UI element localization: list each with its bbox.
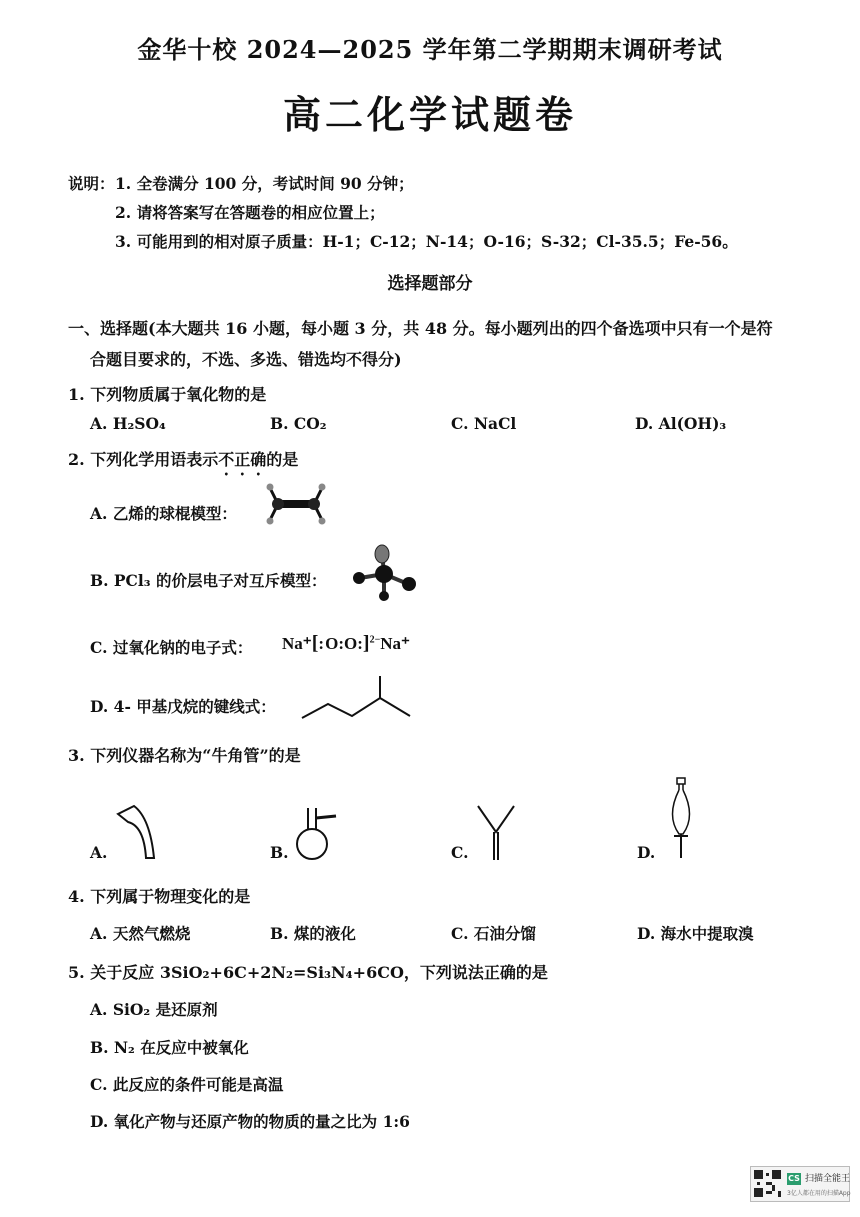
notes-prefix: 说明：: [68, 174, 115, 193]
question-4-option-c: C. 石油分馏: [451, 924, 536, 943]
skeletal-formula-icon: [298, 674, 414, 724]
separatory-funnel-icon: [664, 776, 698, 862]
question-4-option-a: A. 天然气燃烧: [90, 924, 191, 943]
question-5-option-b: B. N₂ 在反应中被氧化: [90, 1038, 249, 1057]
exam-series-title: 金华十校 2024—2025 学年第二学期期末调研考试: [137, 35, 723, 64]
question-5-option-a: A. SiO₂ 是还原剂: [90, 1000, 218, 1019]
funnel-icon: [474, 802, 518, 864]
na-ion-right: Na⁺: [380, 634, 411, 653]
scanner-watermark-badge: [750, 1166, 850, 1202]
question-2-option-d: D. 4- 甲基戊烷的键线式：: [90, 697, 276, 716]
oxygen-atom-2: O: [344, 634, 358, 653]
question-1-option-d: D. Al(OH)₃: [635, 414, 727, 433]
question-2-option-c: C. 过氧化钠的电子式：: [90, 638, 253, 657]
exam-subject-title: 高二化学试题卷: [282, 92, 577, 137]
scanner-tagline: 3亿人都在用的扫描App: [787, 1190, 851, 1197]
note-item-3: 3. 可能用到的相对原子质量：H-1；C-12；N-14；O-16；S-32；Cl-35.5；Fe-56。: [115, 232, 738, 251]
question-3-label-d: D.: [637, 843, 656, 862]
question-1-option-b: B. CO₂: [270, 414, 327, 433]
sodium-peroxide-electron-formula: Na⁺[:O:O:]$^{2-}$Na⁺: [282, 632, 411, 654]
part1-instructions-line2: 合题目要求的，不选、多选、错选均不得分): [90, 350, 402, 369]
note-item-1: 1. 全卷满分 100 分，考试时间 90 分钟；: [115, 174, 414, 193]
ethylene-ball-stick-model-icon: [262, 480, 332, 528]
oxygen-atom-1: O: [325, 634, 339, 653]
question-3-label-c: C.: [451, 843, 469, 862]
na-ion-left: Na⁺: [282, 634, 312, 653]
question-4-option-d: D. 海水中提取溴: [637, 924, 754, 943]
question-3-label-b: B.: [270, 843, 289, 862]
question-5-stem: 5. 关于反应 3SiO₂+6C+2N₂=Si₃N₄+6CO，下列说法正确的是: [68, 963, 548, 982]
question-2-emphasis: 不正确: [218, 450, 267, 469]
question-4-option-b: B. 煤的液化: [270, 924, 356, 943]
round-bottom-flask-icon: [294, 804, 342, 862]
question-3-stem: 3. 下列仪器名称为“牛角管”的是: [68, 746, 301, 765]
question-2-option-a: A. 乙烯的球棍模型：: [90, 504, 237, 523]
note-item-2: 2. 请将答案写在答题卷的相应位置上；: [115, 203, 385, 222]
adapter-tube-icon: [114, 804, 164, 862]
question-3-label-a: A.: [90, 843, 108, 862]
question-1-stem: 1. 下列物质属于氧化物的是: [68, 385, 267, 404]
question-2-option-b: B. PCl₃ 的价层电子对互斥模型：: [90, 571, 327, 590]
question-5-option-d: D. 氧化产物与还原产物的物质的量之比为 1:6: [90, 1112, 410, 1131]
part1-instructions-line1: 一、选择题(本大题共 16 小题，每小题 3 分，共 48 分。每小题列出的四个备选项中只有一个是符: [68, 319, 773, 338]
question-1-option-c: C. NaCl: [451, 414, 517, 433]
question-2-stem: 2. 下列化学用语表示不正确的是: [68, 450, 299, 469]
scanner-app-name: 扫描全能王: [805, 1174, 851, 1184]
question-5-option-c: C. 此反应的条件可能是高温: [90, 1075, 284, 1094]
question-1-option-a: A. H₂SO₄: [90, 414, 166, 433]
qr-code-icon: [754, 1170, 781, 1197]
question-4-stem: 4. 下列属于物理变化的是: [68, 887, 251, 906]
pcl3-vsepr-model-icon: [350, 544, 418, 602]
scanner-logo-icon: CS: [788, 1174, 800, 1183]
section-title: 选择题部分: [387, 274, 473, 294]
peroxide-charge: 2−: [369, 634, 381, 646]
